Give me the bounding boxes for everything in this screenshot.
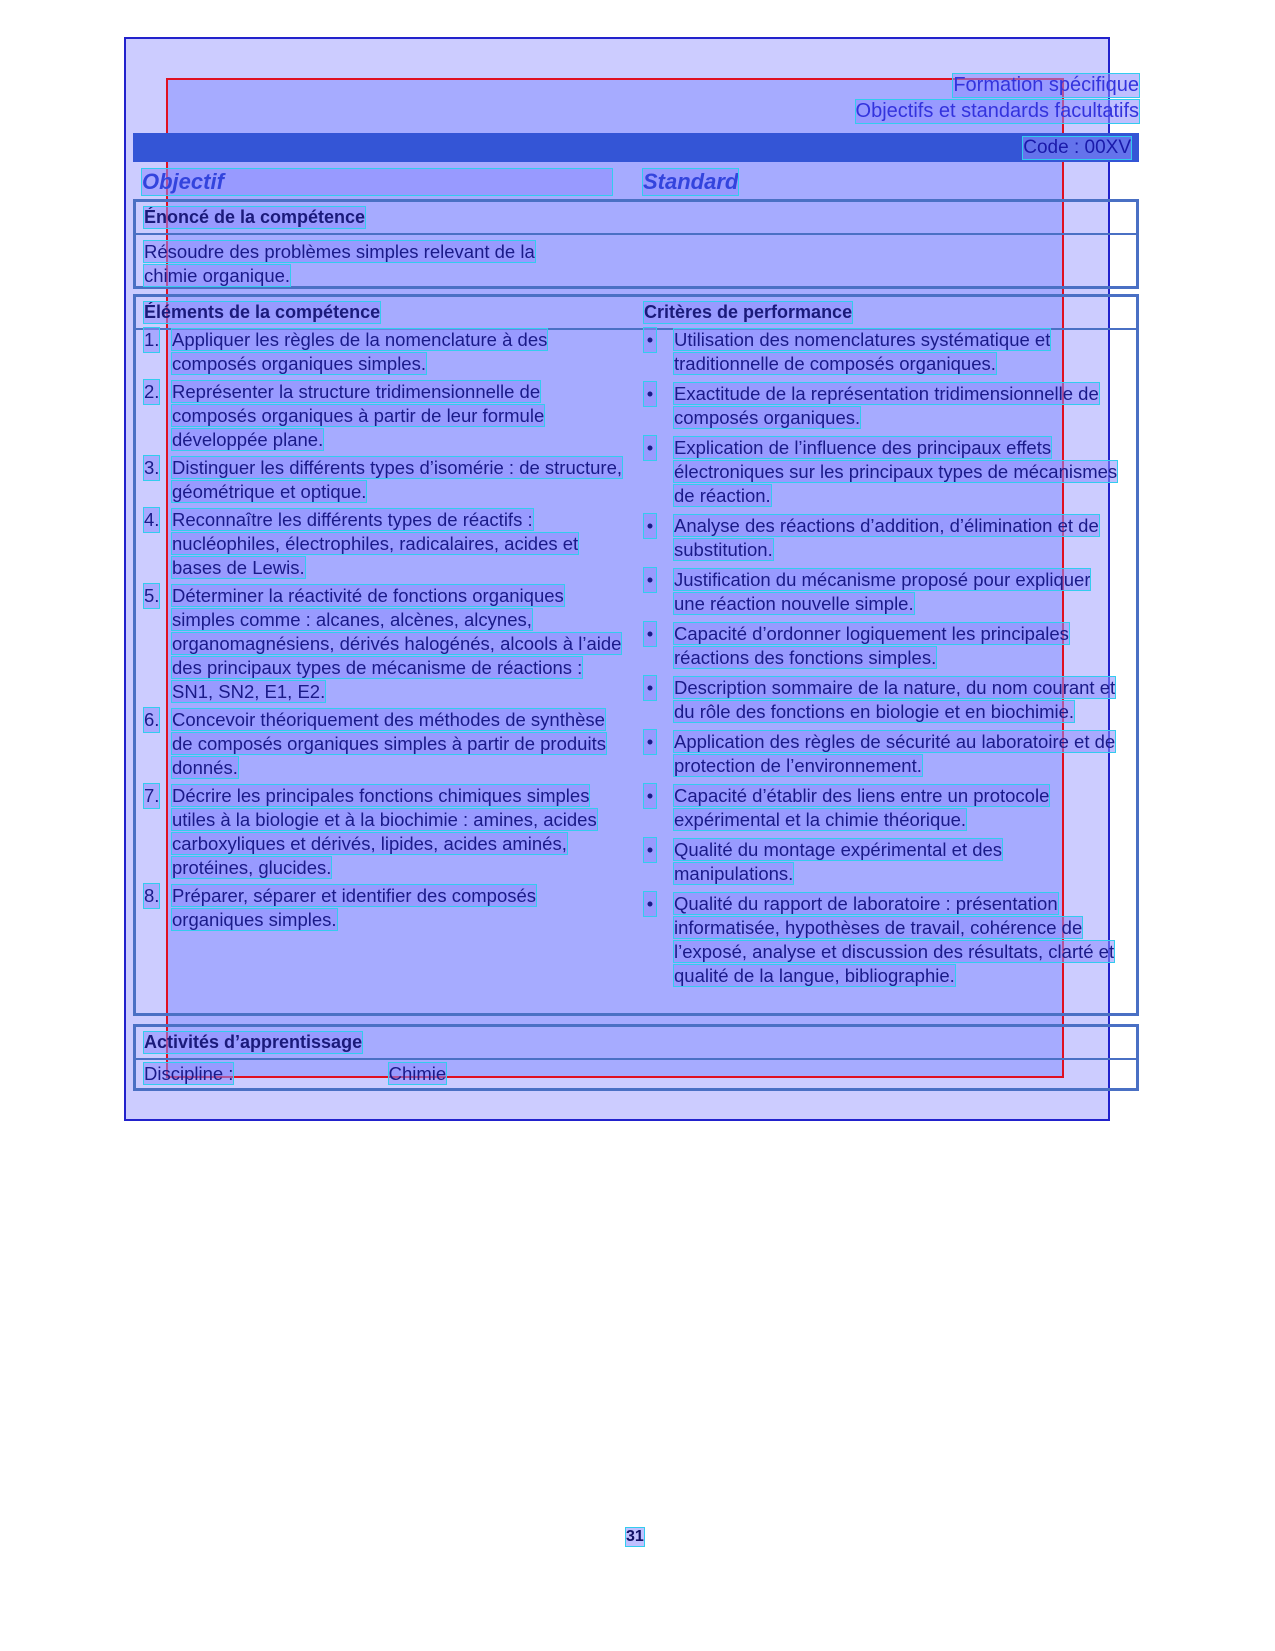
criteres-list bbox=[644, 328, 1124, 994]
enonce-header bbox=[136, 202, 1136, 235]
list-item: 3. Distinguer les différents types d’isomérie : de structure, géométrique et optique. bbox=[144, 457, 623, 502]
bullet-icon: • bbox=[644, 568, 656, 592]
page-number: 31 bbox=[626, 1528, 644, 1545]
list-item: • Utilisation des nomenclatures systématique et traditionnelle de composés organiques. bbox=[644, 328, 1124, 376]
list-item: • Capacité d’ordonner logiquement les principales réactions des fonctions simples. bbox=[644, 622, 1124, 670]
bullet-icon: • bbox=[644, 730, 656, 754]
enonce-section bbox=[133, 199, 1139, 289]
bullet-icon: • bbox=[644, 514, 656, 538]
bullet-icon: • bbox=[644, 892, 656, 916]
list-item: • Explication de l’influence des principaux effets électroniques sur les principaux types de mécanismes de réaction. bbox=[644, 436, 1124, 508]
list-item: 1. Appliquer les règles de la nomenclature à des composés organiques simples. bbox=[144, 329, 548, 374]
list-item: • Application des règles de sécurité au laboratoire et de protection de l’environnement. bbox=[644, 730, 1124, 778]
list-item: 4. Reconnaître les différents types de réactifs : nucléophiles, électrophiles, radicalaires, acides et bases de Lewis. bbox=[144, 509, 579, 578]
bullet-icon: • bbox=[644, 328, 656, 352]
discipline-value: Chimie bbox=[388, 1063, 447, 1084]
bullet-icon: • bbox=[644, 436, 656, 460]
code-label-group bbox=[1023, 137, 1131, 159]
list-item: 7. Décrire les principales fonctions chimiques simples utiles à la biologie et à la biochimie : amines, acides carboxyliques et dérivés, lipides, acides aminés, protéines, glucides. bbox=[144, 785, 597, 878]
column-title-standard: Standard bbox=[643, 169, 739, 194]
code-bar bbox=[133, 133, 1139, 162]
bullet-icon: • bbox=[644, 784, 656, 808]
activites-header bbox=[136, 1027, 1136, 1060]
list-item: • Justification du mécanisme proposé pour expliquer une réaction nouvelle simple. bbox=[644, 568, 1124, 616]
header-formation: Formation spécifique bbox=[953, 74, 1139, 96]
bullet-icon: • bbox=[644, 622, 656, 646]
list-item: 8. Préparer, séparer et identifier des composés organiques simples. bbox=[144, 885, 537, 930]
bullet-icon: • bbox=[644, 382, 656, 406]
enonce-heading: Énoncé de la compétence bbox=[144, 207, 366, 227]
list-item: 5. Déterminer la réactivité de fonctions organiques simples comme : alcanes, alcènes, alcynes, organomagnésiens, dérivés halogénés, alcools à l’aide des principaux types de mécanisme de réactions : SN1, SN2, E1, E2. bbox=[144, 585, 622, 702]
list-item: • Description sommaire de la nature, du nom courant et du rôle des fonctions en biologie et en biochimie. bbox=[644, 676, 1124, 724]
code-label: Code : bbox=[1023, 137, 1080, 158]
list-item: 6. Concevoir théoriquement des méthodes de synthèse de composés organiques simples à partir de produits donnés. bbox=[144, 709, 606, 778]
activites-section bbox=[133, 1024, 1139, 1091]
list-item: • Analyse des réactions d’addition, d’élimination et de substitution. bbox=[644, 514, 1124, 562]
list-item: • Qualité du montage expérimental et des manipulations. bbox=[644, 838, 1124, 886]
list-item: • Capacité d’établir des liens entre un protocole expérimental et la chimie théorique. bbox=[644, 784, 1124, 832]
elements-list bbox=[144, 328, 624, 936]
elements-heading: Éléments de la compétence bbox=[144, 302, 381, 322]
elements-header bbox=[136, 297, 1136, 330]
bullet-icon: • bbox=[644, 676, 656, 700]
column-title-objectif: Objectif bbox=[142, 169, 612, 195]
list-item: 2. Représenter la structure tridimensionnelle de composés organiques à partir de leur formule développée plane. bbox=[144, 381, 545, 450]
enonce-text-wrap bbox=[144, 240, 584, 288]
activites-heading: Activités d’apprentissage bbox=[144, 1032, 363, 1052]
discipline-label: Discipline : bbox=[144, 1063, 234, 1084]
criteres-heading: Critères de performance bbox=[644, 302, 853, 322]
discipline-row bbox=[144, 1062, 446, 1086]
enonce-text: Résoudre des problèmes simples relevant de la chimie organique. bbox=[144, 241, 535, 286]
list-item: • Exactitude de la représentation tridimensionnelle de composés organiques. bbox=[644, 382, 1124, 430]
list-item: • Qualité du rapport de laboratoire : présentation informatisée, hypothèses de travail, cohérence de l’exposé, analyse et discussion des résultats, clarté et qualité de la langue, bibliographie. bbox=[644, 892, 1124, 988]
header-objectifs: Objectifs et standards facultatifs bbox=[855, 100, 1139, 122]
code-value: 00XV bbox=[1084, 137, 1131, 158]
bullet-icon: • bbox=[644, 838, 656, 862]
